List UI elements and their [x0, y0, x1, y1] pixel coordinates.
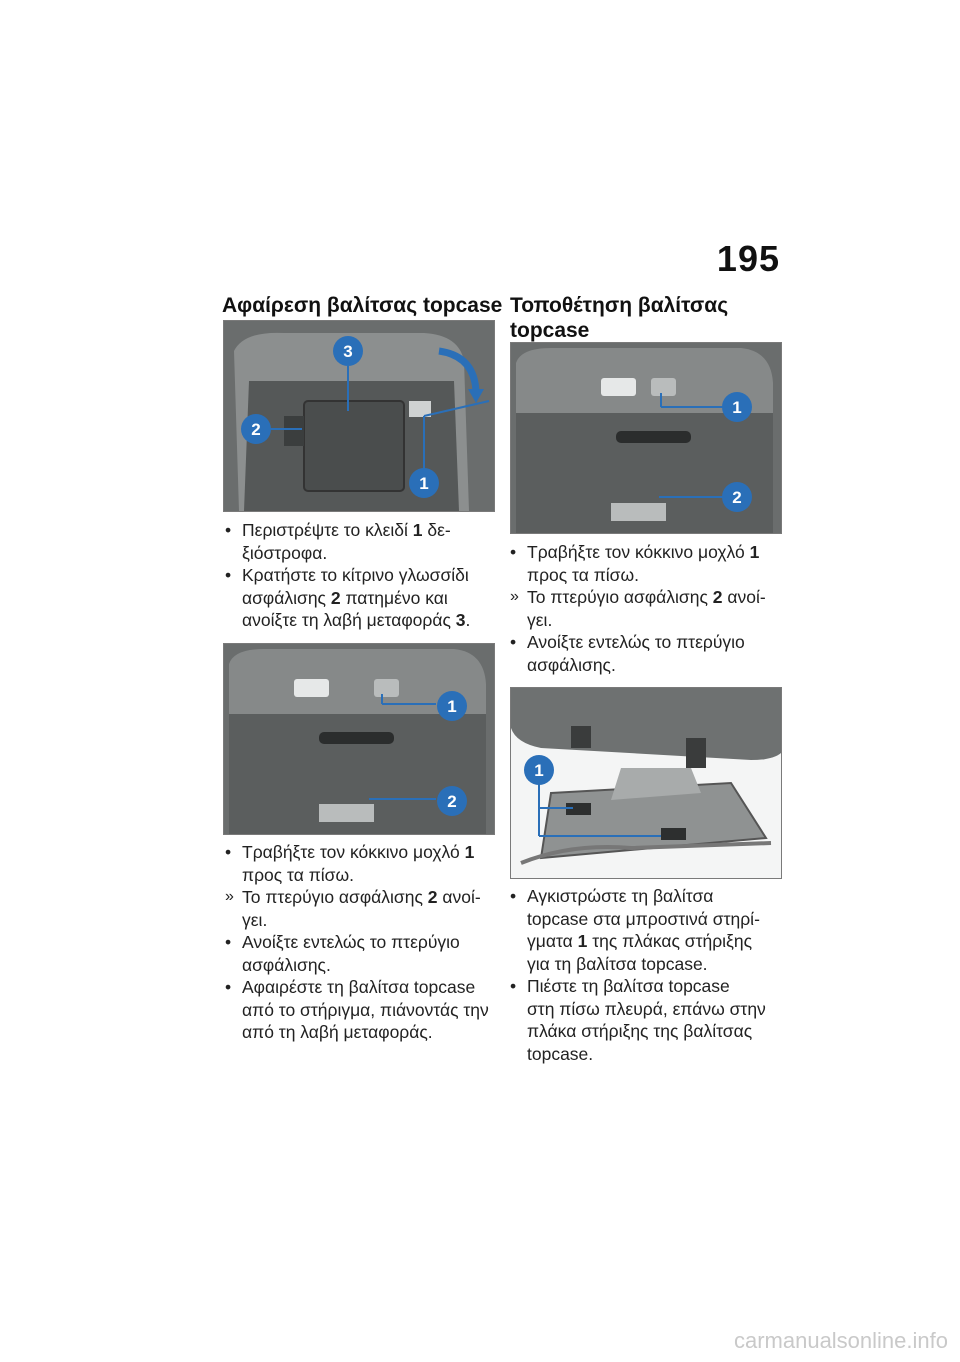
step-text: δε- — [422, 520, 451, 540]
step-text: ανοί- — [727, 587, 766, 607]
step-ref-number: 2 — [427, 887, 438, 907]
steps-list-3 — [510, 541, 780, 676]
bullet-marker: • — [510, 976, 517, 996]
figure-unlock-topcase — [223, 320, 495, 512]
step-ref-number: 1 — [464, 842, 475, 862]
step-ref-number: 1 — [577, 931, 588, 951]
step-text: γματα — [527, 931, 578, 951]
step-text: Τραβήξτε τον κόκκινο μοχλό — [242, 842, 460, 862]
bullet-marker: • — [225, 565, 232, 585]
steps-list-4 — [510, 885, 780, 1065]
step-text: από τη λαβή μεταφοράς. — [242, 1022, 433, 1042]
step-item — [225, 564, 495, 632]
result-marker: » — [225, 888, 234, 905]
figure-pull-lever — [223, 643, 495, 835]
callout-1: 1 — [732, 398, 742, 417]
step-text: Περιστρέψτε το κλειδί — [242, 520, 413, 540]
step-item — [225, 976, 495, 1044]
step-text: για τη βαλίτσα topcase. — [527, 953, 708, 974]
callout-3: 3 — [343, 342, 353, 361]
step-text: ξιόστροφα. — [242, 542, 328, 563]
footer-watermark-link[interactable]: carmanualsonline.info — [733, 1328, 948, 1353]
page-number: 195 — [716, 238, 780, 279]
step-text: πατημένο και — [340, 587, 448, 608]
step-text: γει. — [242, 909, 268, 930]
steps-list-1 — [225, 519, 495, 632]
figure-hook-topcase — [510, 687, 782, 879]
step-item — [510, 541, 780, 586]
step-text: προς τα πίσω. — [527, 564, 639, 585]
callout-1: 1 — [534, 761, 544, 780]
callout-1: 1 — [447, 697, 457, 716]
section-title-line: Τοποθέτηση βαλίτσας — [510, 294, 729, 317]
step-item — [225, 519, 495, 564]
step-text: της πλάκας στήριξης — [587, 931, 753, 951]
callout-2: 2 — [251, 420, 261, 439]
steps-list-2 — [225, 841, 495, 1044]
step-text: ασφάλισης. — [527, 654, 616, 675]
bullet-marker: • — [225, 842, 232, 862]
step-text: Ανοίξτε εντελώς το πτερύγιο — [527, 632, 745, 652]
callout-2: 2 — [732, 488, 742, 507]
bullet-marker: • — [510, 632, 517, 652]
step-text: Το πτερύγιο ασφάλισης — [527, 587, 708, 607]
step-text: στη πίσω πλευρά, επάνω στην — [527, 998, 766, 1019]
callout-2: 2 — [447, 792, 457, 811]
step-result — [225, 886, 495, 931]
result-marker: » — [510, 588, 519, 605]
step-text: από το στήριγμα, πιάνοντάς την — [242, 999, 489, 1020]
step-text: ανοί- — [442, 887, 481, 907]
step-text: ασφάλισης. — [242, 954, 331, 975]
step-text: ανοίξτε τη λαβή μεταφοράς — [242, 610, 456, 630]
figure-pull-lever-install — [510, 342, 782, 534]
step-text: γει. — [527, 609, 553, 630]
step-ref-number: 1 — [749, 542, 760, 562]
bullet-marker: • — [510, 542, 517, 562]
step-text: Ανοίξτε εντελώς το πτερύγιο — [242, 932, 460, 952]
callout-1: 1 — [419, 474, 429, 493]
step-ref-number: 1 — [412, 520, 423, 540]
step-text: προς τα πίσω. — [242, 864, 354, 885]
step-text: πλάκα στήριξης της βαλίτσας — [527, 1021, 753, 1041]
bullet-marker: • — [510, 886, 517, 906]
section-title-install — [510, 293, 728, 343]
step-text: Κρατήστε το κίτρινο γλωσσίδι — [242, 565, 469, 585]
step-item — [225, 931, 495, 976]
section-title-line: topcase — [510, 319, 590, 342]
bullet-marker: • — [225, 977, 232, 997]
bullet-marker: • — [225, 932, 232, 952]
bullet-marker: • — [225, 520, 232, 540]
step-text: Αγκιστρώστε τη βαλίτσα — [527, 886, 714, 906]
step-text: Αφαιρέστε τη βαλίτσα topcase — [242, 977, 476, 997]
step-text: topcase στα μπροστινά στηρί- — [527, 908, 760, 929]
step-text: Πιέστε τη βαλίτσα topcase — [527, 976, 730, 996]
step-text: topcase. — [527, 1043, 594, 1064]
step-text: . — [465, 610, 471, 630]
step-text: Το πτερύγιο ασφάλισης — [242, 887, 423, 907]
step-item — [225, 841, 495, 886]
step-item — [510, 975, 780, 1065]
step-ref-number: 3 — [455, 610, 466, 630]
step-item — [510, 885, 780, 975]
step-result — [510, 586, 780, 631]
step-text: Τραβήξτε τον κόκκινο μοχλό — [527, 542, 745, 562]
step-text: ασφάλισης — [242, 587, 331, 608]
step-ref-number: 2 — [712, 587, 723, 607]
step-item — [510, 631, 780, 676]
section-title-remove: Αφαίρεση βαλίτσας topcase — [222, 294, 503, 317]
step-ref-number: 2 — [330, 587, 341, 608]
